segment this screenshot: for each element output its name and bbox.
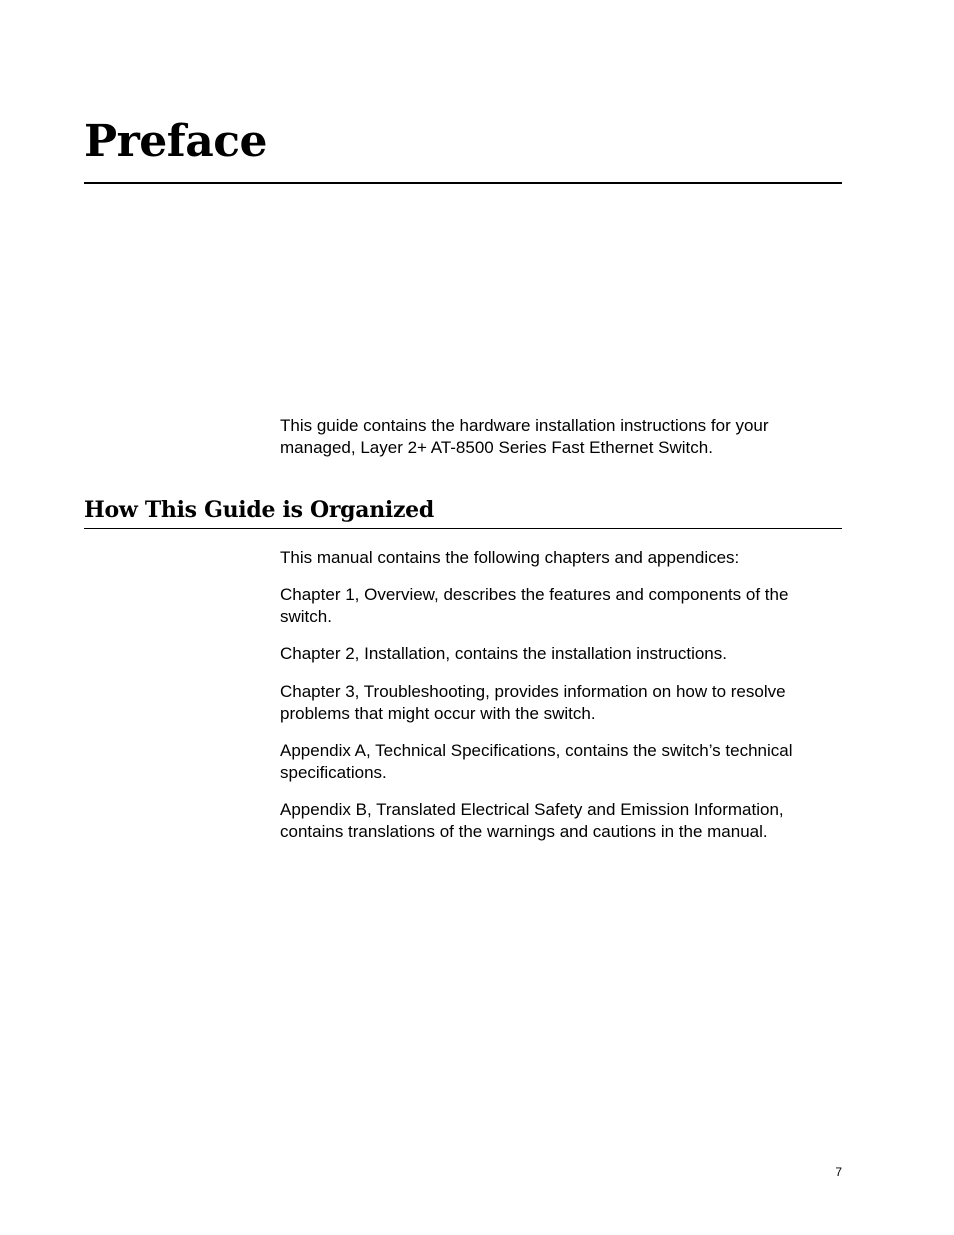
contents-intro-paragraph: This manual contains the following chapters and appendices: [280, 548, 740, 567]
chapter-2-paragraph: Chapter 2, Installation, contains the installation instructions. [280, 644, 727, 663]
page-title: Preface [84, 116, 267, 167]
chapter-1-paragraph: Chapter 1, Overview, describes the features and components of the switch. [280, 585, 789, 626]
intro-paragraph: This guide contains the hardware installation instructions for your managed, Layer 2+ AT-8500 Series Fast Ethernet Switch. [280, 416, 769, 457]
appendix-b-paragraph: Appendix B, Translated Electrical Safety and Emission Information, contains translations of the warnings and cautions in the manual. [280, 800, 784, 841]
appendix-a-paragraph: Appendix A, Technical Specifications, contains the switch’s technical specifications. [280, 741, 793, 782]
chapter-3-paragraph: Chapter 3, Troubleshooting, provides information on how to resolve problems that might occur with the switch. [280, 682, 786, 723]
section-heading: How This Guide is Organized [84, 497, 434, 523]
title-divider [84, 182, 842, 184]
page-number: 7 [835, 1165, 842, 1179]
section-divider [84, 528, 842, 529]
